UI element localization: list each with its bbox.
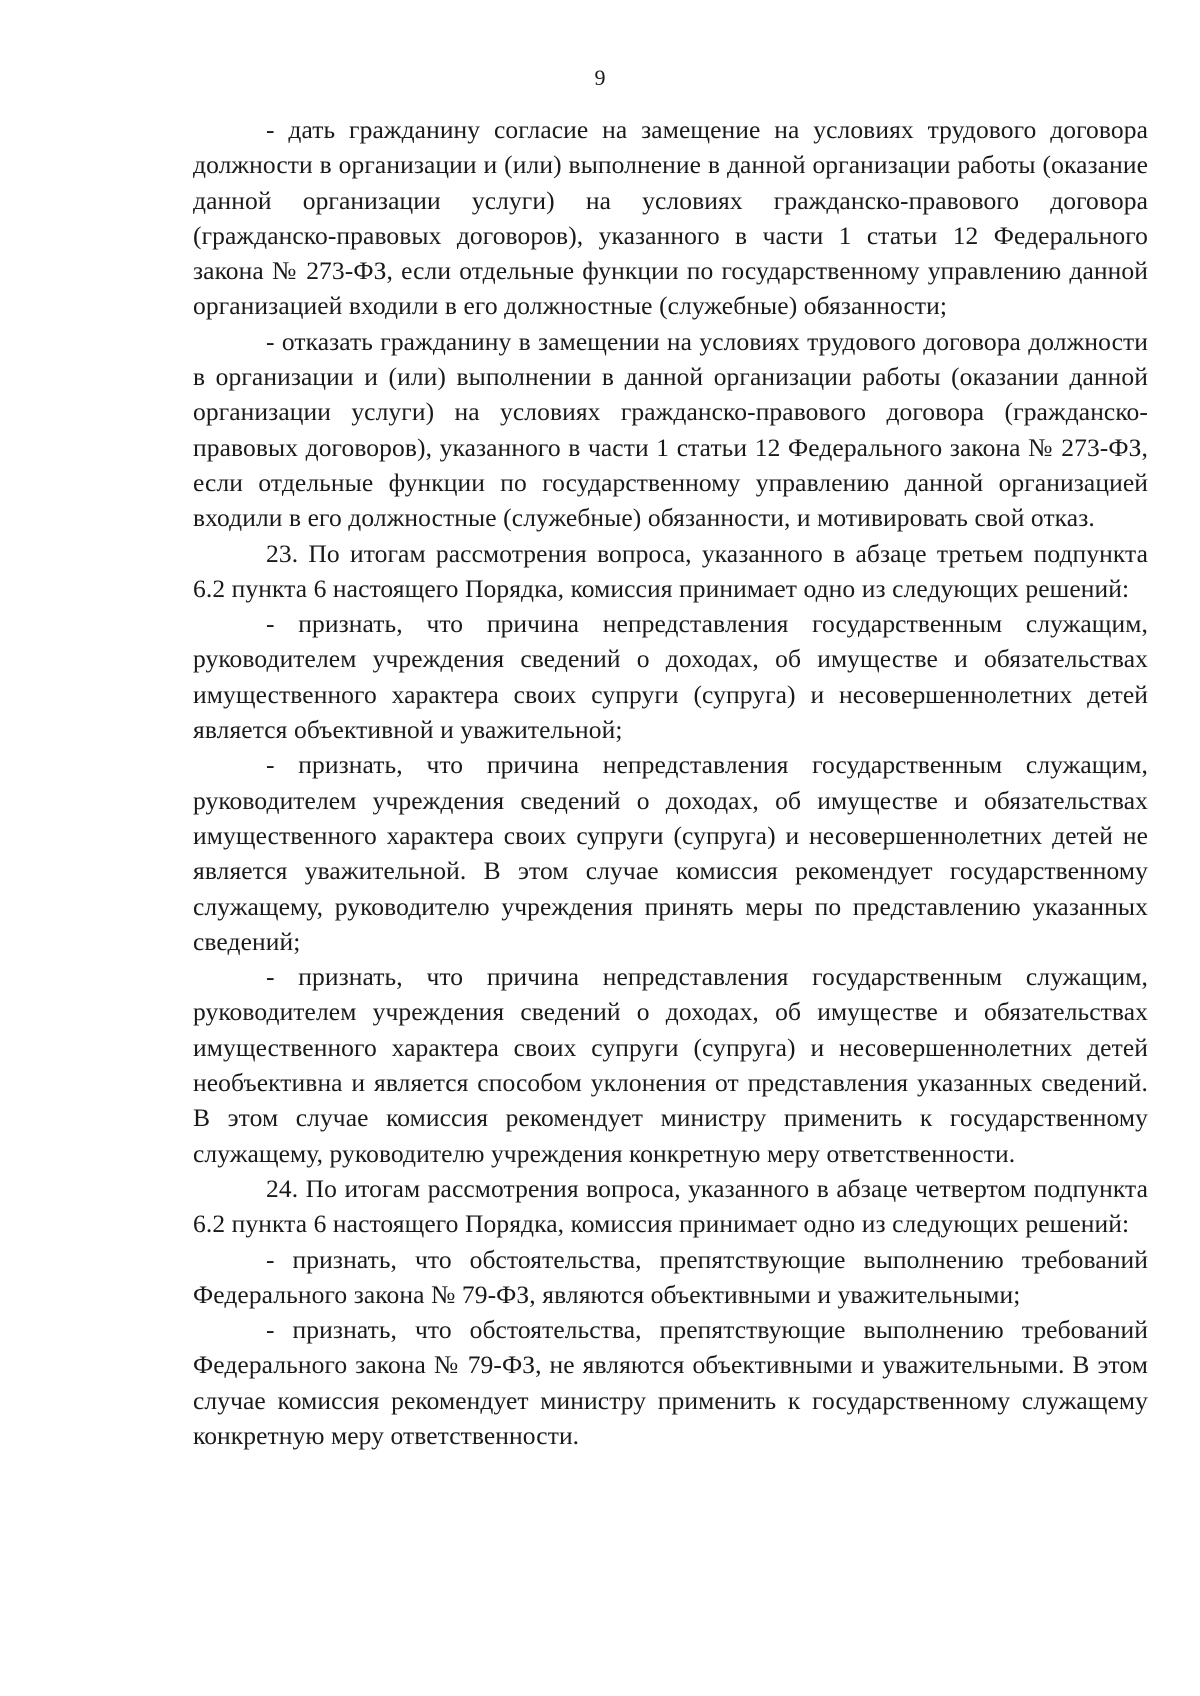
paragraph-consent-option: - дать гражданину согласие на замещение на условиях трудового договора должности в организации и (или) выполнение в данной организации работы (оказание данной организации услуги) на условиях гражданско-правового договора (гражданско-правовых договоров), указанного в части 1 статьи 12 Федерального закона № 273-ФЗ, если отдельные функции по государственному управлению данной организацией входили в его должностные (служебные) обязанности; xyxy=(193,115,1148,321)
paragraph-circumstances-valid: - признать, что обстоятельства, препятствующие выполнению требований Федерального закона № 79-ФЗ, являются объективными и уважительными; xyxy=(193,1244,1148,1309)
paragraph-refusal-option: - отказать гражданину в замещении на условиях трудового договора должности в организации и (или) выполнении в данной организации работы (оказании данной организации услуги) на условиях гражданско-правового договора (гражданско-правовых договоров), указанного в части 1 статьи 12 Федерального закона № 273-ФЗ, если отдельные функции по государственному управлению данной организацией входили в его должностные (служебные) обязанности, и мотивировать свой отказ. xyxy=(193,326,1148,533)
paragraph-evasion-reason: - признать, что причина непредставления государственным служащим, руководителем учреждения сведений о доходах, об имуществе и обязательствах имущественного характера своих супруги (супруга) и несовершеннолетних детей необъективна и является способом уклонения от представления указанных сведений. В этом случае комиссия рекомендует министру применить к государственному служащему, руководителю учреждения конкретную меру ответственности. xyxy=(193,962,1148,1168)
paragraph-clause-24: 24. По итогам рассмотрения вопроса, указанного в абзаце четвертом подпункта 6.2 пункта 6 настоящего Порядка, комиссия принимает одно из следующих решений: xyxy=(193,1173,1148,1239)
paragraph-not-valid-reason: - признать, что причина непредставления государственным служащим, руководителем учреждения сведений о доходах, об имуществе и обязательствах имущественного характера своих супруги (супруга) и несовершеннолетних детей не является уважительной. В этом случае комиссия рекомендует государственному служащему, руководителю учреждения принять меры по представлению указанных сведений; xyxy=(193,750,1148,956)
paragraph-circumstances-not-valid: - признать, что обстоятельства, препятствующие выполнению требований Федерального закона № 79-ФЗ, не являются объективными и уважительными. В этом случае комиссия рекомендует министру применить к государственному служащему конкретную меру ответственности. xyxy=(193,1315,1148,1450)
page-number: 9 xyxy=(594,65,606,90)
document-body xyxy=(193,112,1148,1453)
paragraph-clause-23: 23. По итогам рассмотрения вопроса, указанного в абзаце третьем подпункта 6.2 пункта 6 настоящего Порядка, комиссия принимает одно из следующих решений: xyxy=(193,538,1148,603)
paragraph-objective-reason: - признать, что причина непредставления государственным служащим, руководителем учреждения сведений о доходах, об имуществе и обязательствах имущественного характера своих супруги (супруга) и несовершеннолетних детей является объективной и уважительной; xyxy=(193,609,1148,745)
